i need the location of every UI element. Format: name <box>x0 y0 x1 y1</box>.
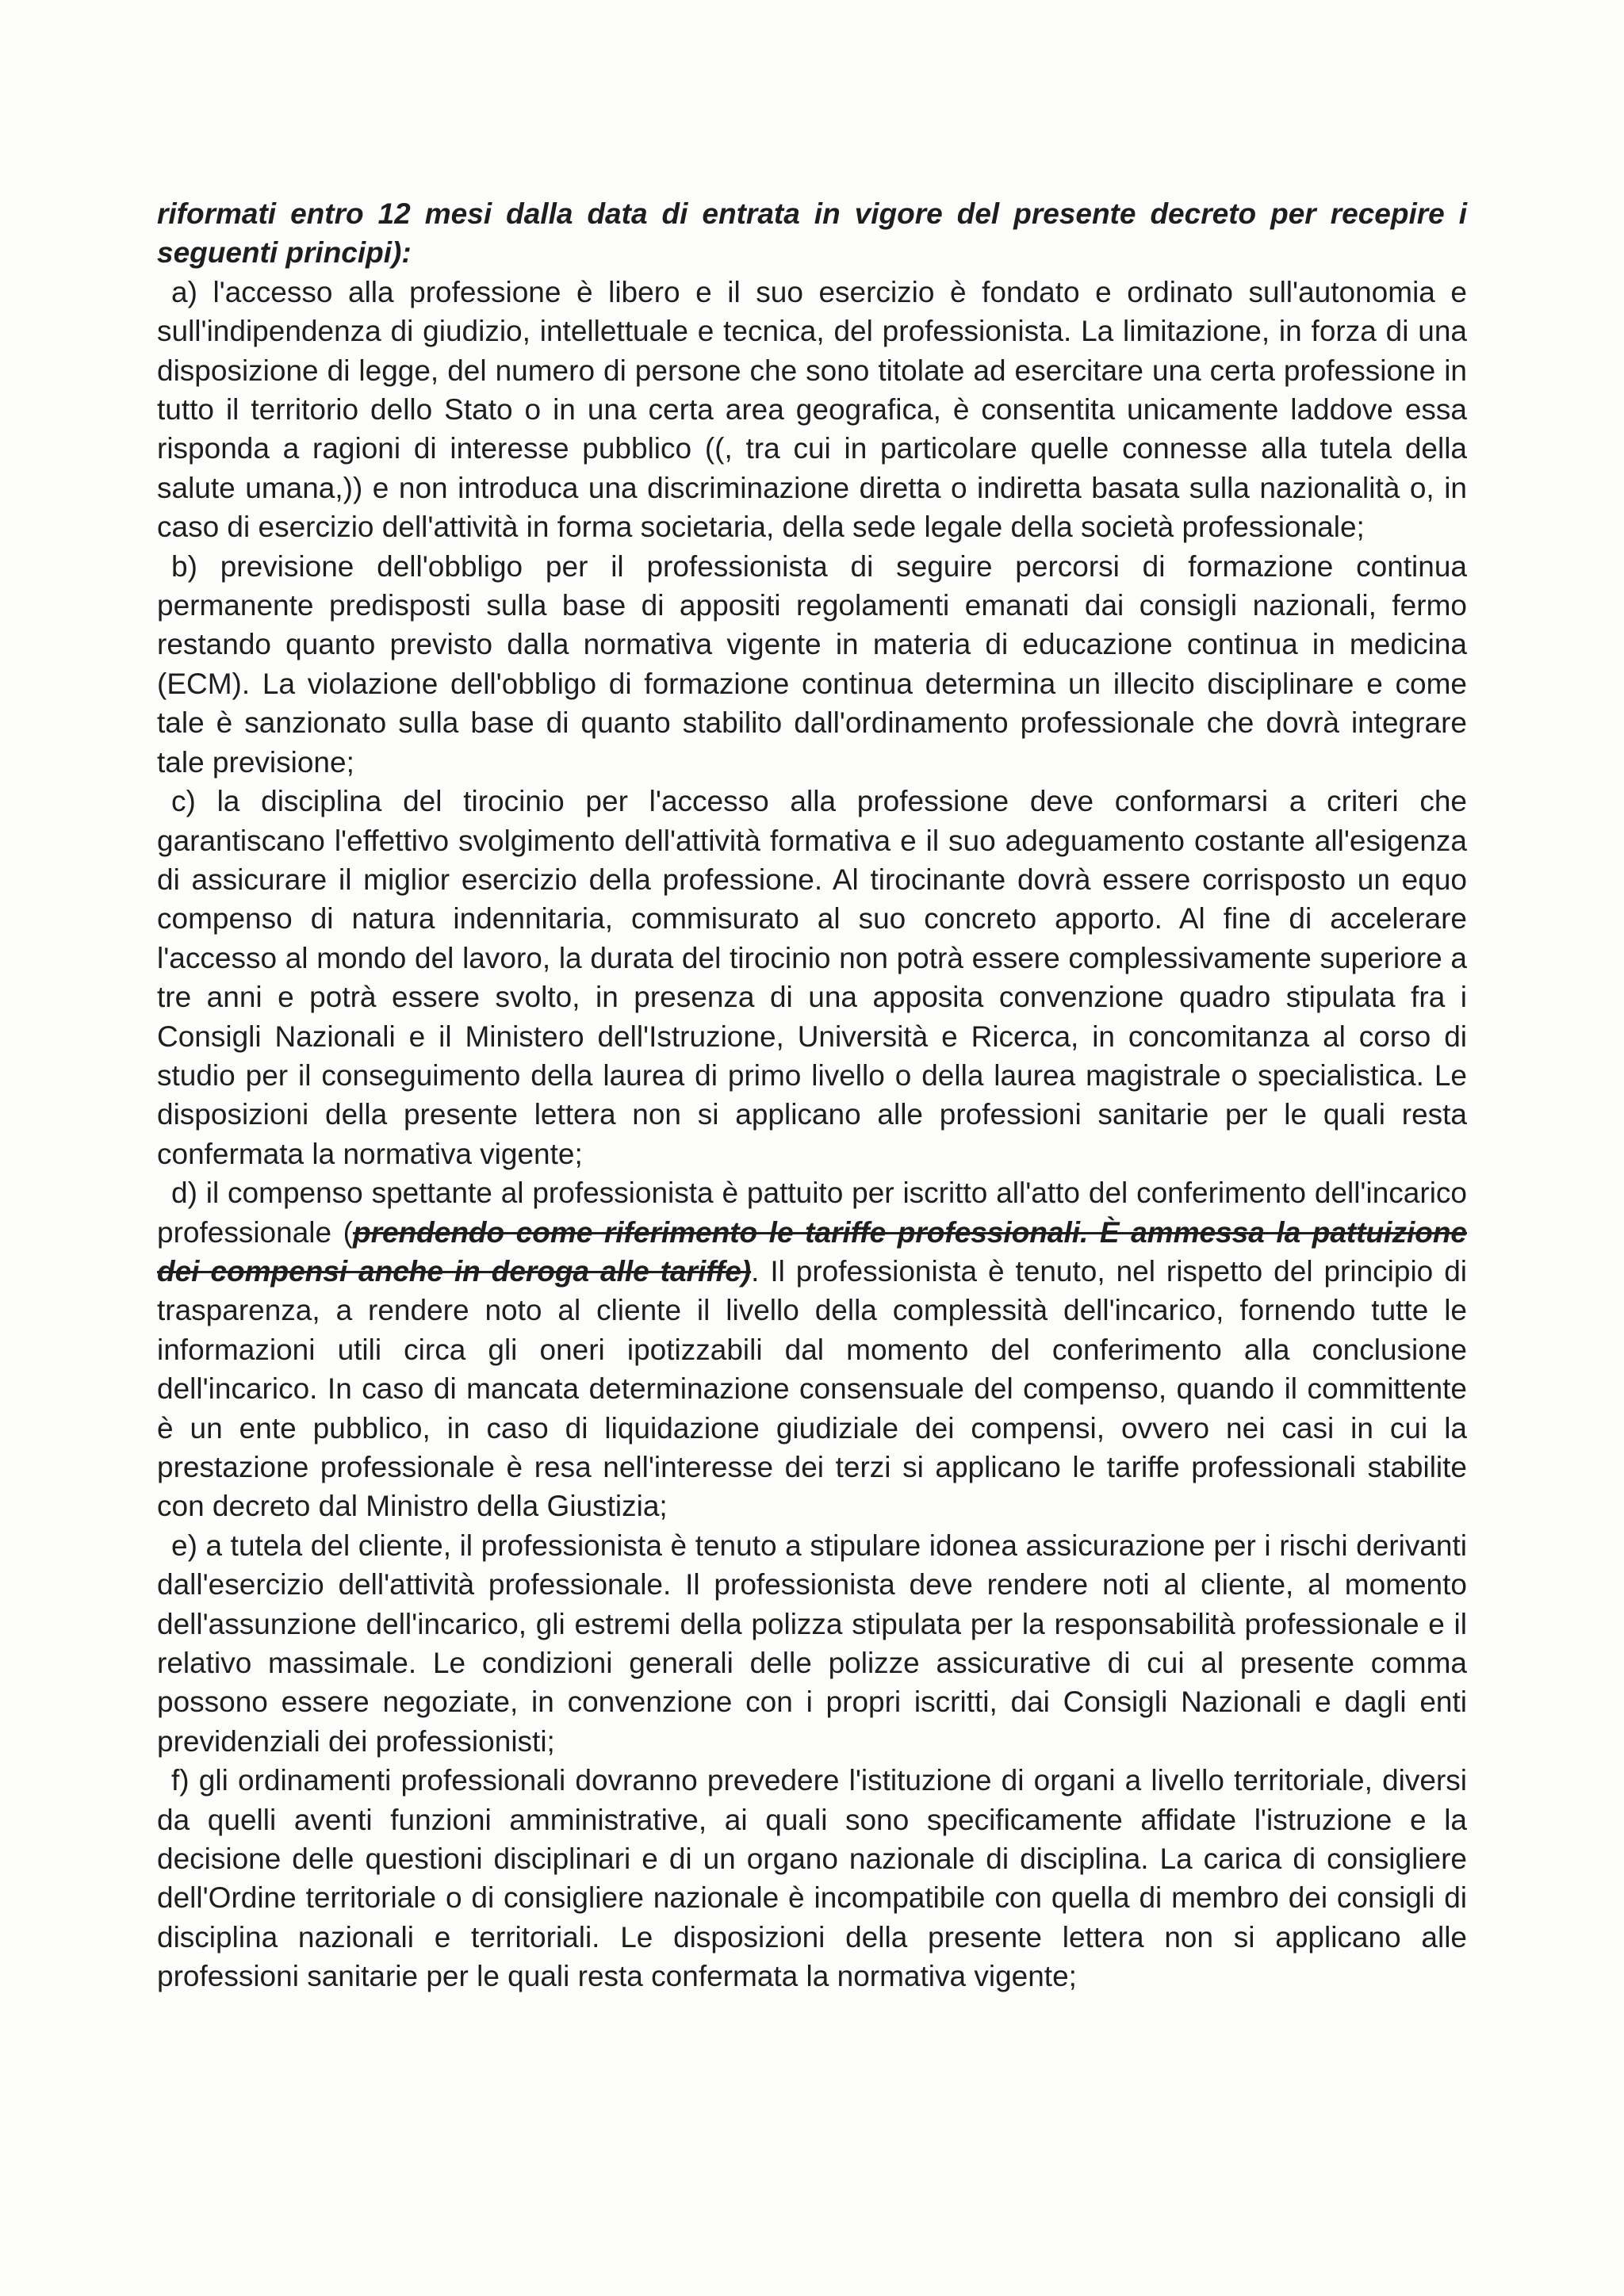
paragraph-b: b) previsione dell'obbligo per il professionista di seguire percorsi di formazione continua permanente predisposti sulla base di appositi regolamenti emanati dai consigli nazionali, fermo restando quanto previsto dalla normativa vigente in materia di educazione continua in medicina (ECM). La violazione dell'obbligo di formazione continua determina un illecito disciplinare e come tale è sanzionato sulla base di quanto stabilito dall'ordinamento professionale che dovrà integrare tale previsione; <box>157 549 1467 779</box>
paragraph-d-after: . Il professionista è tenuto, nel rispetto del principio di trasparenza, a rendere noto al cliente il livello della complessità dell'incarico, fornendo tutte le informazioni utili circa gli oneri ipotizzabili dal momento del conferimento alla conclusione dell'incarico. In caso di mancata determinazione consensuale del compenso, quando il committente è un ente pubblico, in caso di liquidazione giudiziale dei compensi, ovvero nei casi in cui la prestazione professionale è resa nell'interesse dei terzi si applicano le tariffe professionali stabilite con decreto dal Ministro della Giustizia; <box>157 1254 1467 1523</box>
intro-heading: riformati entro 12 mesi dalla data di entrata in vigore del presente decreto per recepire i seguenti principi): <box>157 197 1467 270</box>
paragraph-d-struck-text: prendendo come riferimento le tariffe professionali. È ammessa la pattuizione dei compensi anche in deroga alle tariffe) <box>157 1215 1468 1288</box>
paragraph-d-before: d) il compenso spettante al professionista è pattuito per iscritto all'atto del conferimento dell'incarico professionale ( <box>157 1177 1467 1249</box>
paragraph-f: f) gli ordinamenti professionali dovranno prevedere l'istituzione di organi a livello territoriale, diversi da quelli aventi funzioni amministrative, ai quali sono specificamente affidate l'istruzione e la decisione delle questioni disciplinari e di un organo nazionale di disciplina. La carica di consigliere dell'Ordine territoriale o di consigliere nazionale è incompatibile con quella di membro dei consigli di disciplina nazionali e territoriali. Le disposizioni della presente lettera non si applicano alle professioni sanitarie per le quali resta confermata la normativa vigente; <box>157 1764 1467 1993</box>
paragraph-c: c) la disciplina del tirocinio per l'accesso alla professione deve conformarsi a criteri che garantiscano l'effettivo svolgimento dell'attività formativa e il suo adeguamento costante all'esigenza di assicurare il miglior esercizio della professione. Al tirocinante dovrà essere corrisposto un equo compenso di natura indennitaria, commisurato al suo concreto apporto. Al fine di accelerare l'accesso al mondo del lavoro, la durata del tirocinio non potrà essere complessivamente superiore a tre anni e potrà essere svolto, in presenza di una apposita convenzione quadro stipulata fra i Consigli Nazionali e il Ministero dell'Istruzione, Università e Ricerca, in concomitanza al corso di studio per il conseguimento della laurea di primo livello o della laurea magistrale o specialistica. Le disposizioni della presente lettera non si applicano alle professioni sanitarie per le quali resta confermata la normativa vigente; <box>157 785 1467 1170</box>
paragraph-a: a) l'accesso alla professione è libero e il suo esercizio è fondato e ordinato sull'autonomia e sull'indipendenza di giudizio, intellettuale e tecnica, del professionista. La limitazione, in forza di una disposizione di legge, del numero di persone che sono titolate ad esercitare una certa professione in tutto il territorio dello Stato o in una certa area geografica, è consentita unicamente laddove essa risponda a ragioni di interesse pubblico ((, tra cui in particolare quelle connesse alla tutela della salute umana,)) e non introduca una discriminazione diretta o indiretta basata sulla nazionalità o, in caso di esercizio dell'attività in forma societaria, della sede legale della società professionale; <box>157 275 1467 544</box>
paragraph-e: e) a tutela del cliente, il professionista è tenuto a stipulare idonea assicurazione per i rischi derivanti dall'esercizio dell'attività professionale. Il professionista deve rendere noti al cliente, al momento dell'assunzione dell'incarico, gli estremi della polizza stipulata per la responsabilità professionale e il relativo massimale. Le condizioni generali delle polizze assicurative di cui al presente comma possono essere negoziate, in convenzione con i propri iscritti, dai Consigli Nazionali e dagli enti previdenziali dei professionisti; <box>157 1529 1467 1758</box>
document-body <box>157 194 1467 1996</box>
paragraph-d <box>157 1173 1467 1526</box>
